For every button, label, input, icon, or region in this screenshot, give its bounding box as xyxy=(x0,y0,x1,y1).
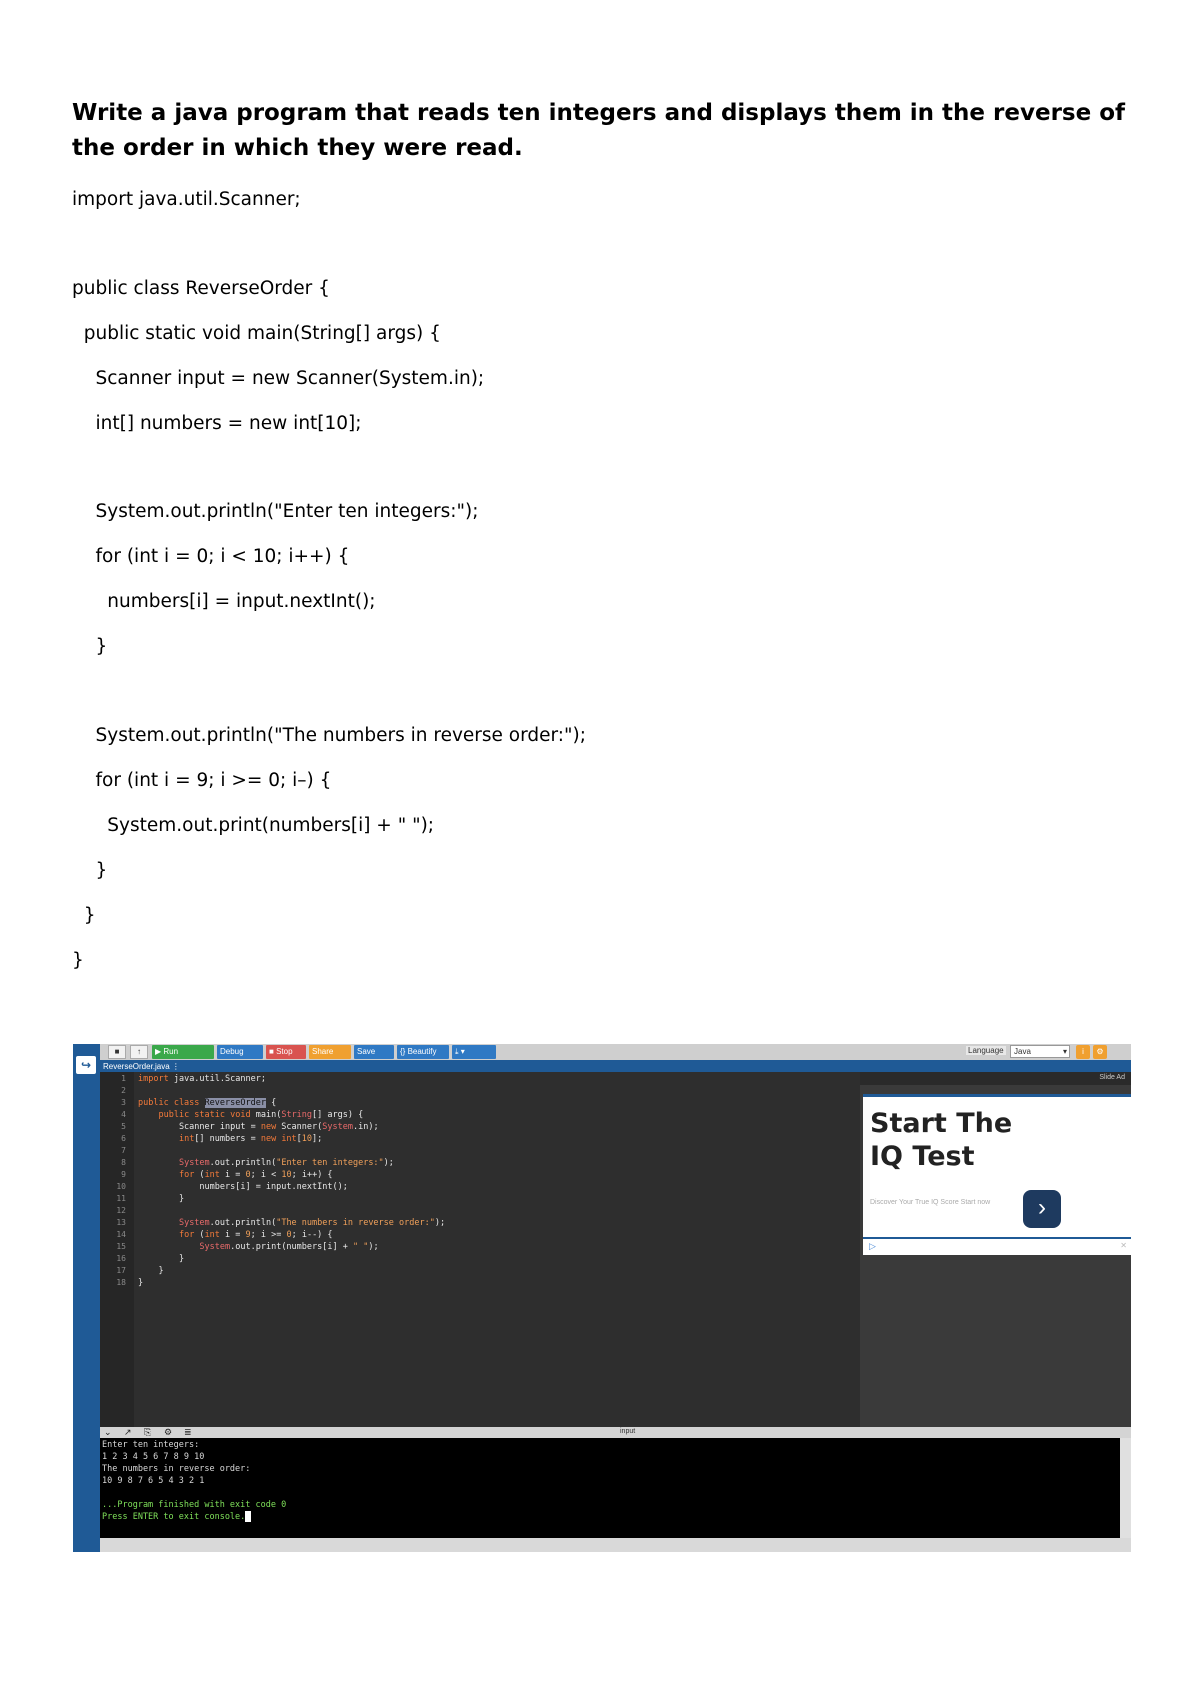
share-button[interactable] xyxy=(309,1045,351,1059)
line-number: 15 xyxy=(116,1242,126,1251)
code-line-14: } xyxy=(72,905,96,926)
line-number: 14 xyxy=(116,1230,126,1239)
editor-line: } xyxy=(138,1194,185,1204)
code-line-10: System.out.println("The numbers in reverse order:"); xyxy=(72,725,586,746)
editor-line: } xyxy=(138,1254,185,1264)
run-label: Run xyxy=(163,1047,179,1056)
console-line: Enter ten integers: xyxy=(102,1440,200,1450)
share-icon[interactable]: ↪ xyxy=(76,1056,96,1074)
editor-line: numbers[i] = input.nextInt(); xyxy=(138,1182,348,1192)
editor-line: for (int i = 9; i >= 0; i--) { xyxy=(178,1230,333,1240)
editor-tab-bar xyxy=(100,1060,1131,1072)
code-line-15: } xyxy=(72,950,84,971)
code-line-2: public class ReverseOrder { xyxy=(72,278,330,299)
line-number: 4 xyxy=(121,1110,126,1119)
ad-header-label: Slide Ad xyxy=(1099,1074,1125,1081)
code-line-9: } xyxy=(72,636,108,657)
console-line: Press ENTER to exit console. xyxy=(102,1512,246,1522)
ad-title: Start The IQ Test xyxy=(870,1108,1013,1172)
line-number: 12 xyxy=(116,1206,126,1215)
cursor xyxy=(245,1511,251,1522)
upload-icon[interactable]: ↑ xyxy=(130,1045,148,1059)
ide-toolbar xyxy=(100,1044,1131,1060)
line-number: 11 xyxy=(116,1194,126,1203)
console-scrollbar[interactable] xyxy=(1120,1438,1131,1538)
beautify-label: {} Beautify xyxy=(400,1047,437,1056)
line-number: 7 xyxy=(121,1146,126,1155)
editor-line: public static void main(String[] args) { xyxy=(158,1110,364,1120)
line-number: 13 xyxy=(116,1218,126,1227)
play-icon[interactable]: ▷ xyxy=(869,1241,876,1251)
console-line: The numbers in reverse order: xyxy=(102,1464,251,1474)
editor-line: } xyxy=(138,1266,164,1276)
line-number: 3 xyxy=(121,1098,126,1107)
ide-screenshot xyxy=(73,1044,1131,1552)
editor-line: System.out.print(numbers[i] + " "); xyxy=(199,1242,379,1252)
info-icon[interactable]: i xyxy=(1076,1045,1090,1059)
language-value: Java xyxy=(1014,1047,1031,1056)
save-label: Save xyxy=(357,1047,376,1056)
line-number: 10 xyxy=(116,1182,126,1191)
console-input-label: input xyxy=(620,1428,636,1435)
share-label: Share xyxy=(312,1047,334,1056)
editor-line: int[] numbers = new int[10]; xyxy=(178,1134,323,1144)
stop-label: Stop xyxy=(276,1047,293,1056)
console-prompt-line xyxy=(102,1511,251,1523)
tab-reverseorder[interactable]: ReverseOrder.java ⋮ xyxy=(103,1062,180,1071)
line-number: 17 xyxy=(116,1266,126,1275)
debug-label: Debug xyxy=(220,1047,244,1056)
code-line-5: int[] numbers = new int[10]; xyxy=(72,413,362,434)
line-number: 9 xyxy=(121,1170,126,1179)
stop-button[interactable]: ■ Stop xyxy=(266,1045,306,1059)
line-number: 1 xyxy=(121,1074,126,1083)
console-line: 10 9 8 7 6 5 4 3 2 1 xyxy=(102,1476,205,1486)
file-icon[interactable]: ■ xyxy=(108,1045,126,1059)
console-line: 1 2 3 4 5 6 7 8 9 10 xyxy=(102,1452,205,1462)
gear-icon[interactable]: ⚙ xyxy=(1093,1045,1107,1059)
code-line-1: import java.util.Scanner; xyxy=(72,189,301,210)
beautify-button[interactable] xyxy=(397,1045,449,1059)
console-line: ...Program finished with exit code 0 xyxy=(102,1500,287,1510)
debug-button[interactable] xyxy=(217,1045,263,1059)
run-button[interactable]: ▶ Run xyxy=(152,1045,214,1059)
editor-line: for (int i = 0; i < 10; i++) { xyxy=(178,1170,333,1180)
line-number: 8 xyxy=(121,1158,126,1167)
code-line-11: for (int i = 9; i >= 0; i–) { xyxy=(72,770,332,791)
download-button[interactable]: ⤓ ▾ xyxy=(452,1045,496,1059)
language-select[interactable] xyxy=(1010,1045,1070,1058)
editor-line: import java.util.Scanner; xyxy=(138,1074,266,1084)
line-number: 2 xyxy=(121,1086,126,1095)
chevron-right-icon[interactable]: › xyxy=(1023,1190,1061,1228)
code-line-8: numbers[i] = input.nextInt(); xyxy=(72,591,376,612)
ad-footer xyxy=(863,1237,1131,1255)
ad-subtitle: Discover Your True IQ Score Start now xyxy=(870,1199,991,1206)
editor-line: public class ReverseOrder { xyxy=(138,1098,277,1108)
line-number: 6 xyxy=(121,1134,126,1143)
expand-icon[interactable]: ↗ xyxy=(124,1427,132,1437)
line-number-gutter xyxy=(100,1072,134,1427)
editor-line: } xyxy=(138,1278,144,1288)
tab-label: ReverseOrder.java xyxy=(103,1062,170,1071)
line-number: 18 xyxy=(116,1278,126,1287)
clear-icon[interactable]: ≣ xyxy=(184,1427,192,1437)
code-line-7: for (int i = 0; i < 10; i++) { xyxy=(72,546,350,567)
question-heading: Write a java program that reads ten integers and displays them in the reverse of the order in which they were read. xyxy=(72,100,1126,161)
code-line-12: System.out.print(numbers[i] + " "); xyxy=(72,815,435,836)
code-line-6: System.out.println("Enter ten integers:"); xyxy=(72,501,479,522)
code-editor[interactable] xyxy=(100,1072,860,1427)
code-line-3: public static void main(String[] args) { xyxy=(72,323,441,344)
gear-icon[interactable]: ⚙ xyxy=(164,1427,173,1437)
chevron-down-icon: ▾ xyxy=(1062,1047,1067,1056)
copy-icon[interactable]: ⎘ xyxy=(144,1427,152,1437)
ad-close-icon[interactable]: ✕ xyxy=(1120,1241,1127,1250)
console-output[interactable] xyxy=(100,1438,1120,1538)
language-label: Language xyxy=(968,1046,1004,1055)
ad-header xyxy=(860,1072,1131,1085)
line-number: 5 xyxy=(121,1122,126,1131)
save-button[interactable] xyxy=(354,1045,394,1059)
collapse-icon[interactable]: ⌄ xyxy=(104,1427,112,1437)
code-line-13: } xyxy=(72,860,108,881)
ad-panel xyxy=(860,1072,1131,1427)
editor-line: System.out.println("Enter ten integers:"); xyxy=(178,1158,394,1168)
ide-sidebar xyxy=(73,1044,100,1552)
editor-line: Scanner input = new Scanner(System.in); xyxy=(138,1122,379,1132)
editor-line: System.out.println("The numbers in reverse order:"); xyxy=(178,1218,446,1228)
line-number: 16 xyxy=(116,1254,126,1263)
ad-card[interactable] xyxy=(863,1094,1131,1251)
console-toolbar xyxy=(100,1427,1131,1438)
code-line-4: Scanner input = new Scanner(System.in); xyxy=(72,368,485,389)
